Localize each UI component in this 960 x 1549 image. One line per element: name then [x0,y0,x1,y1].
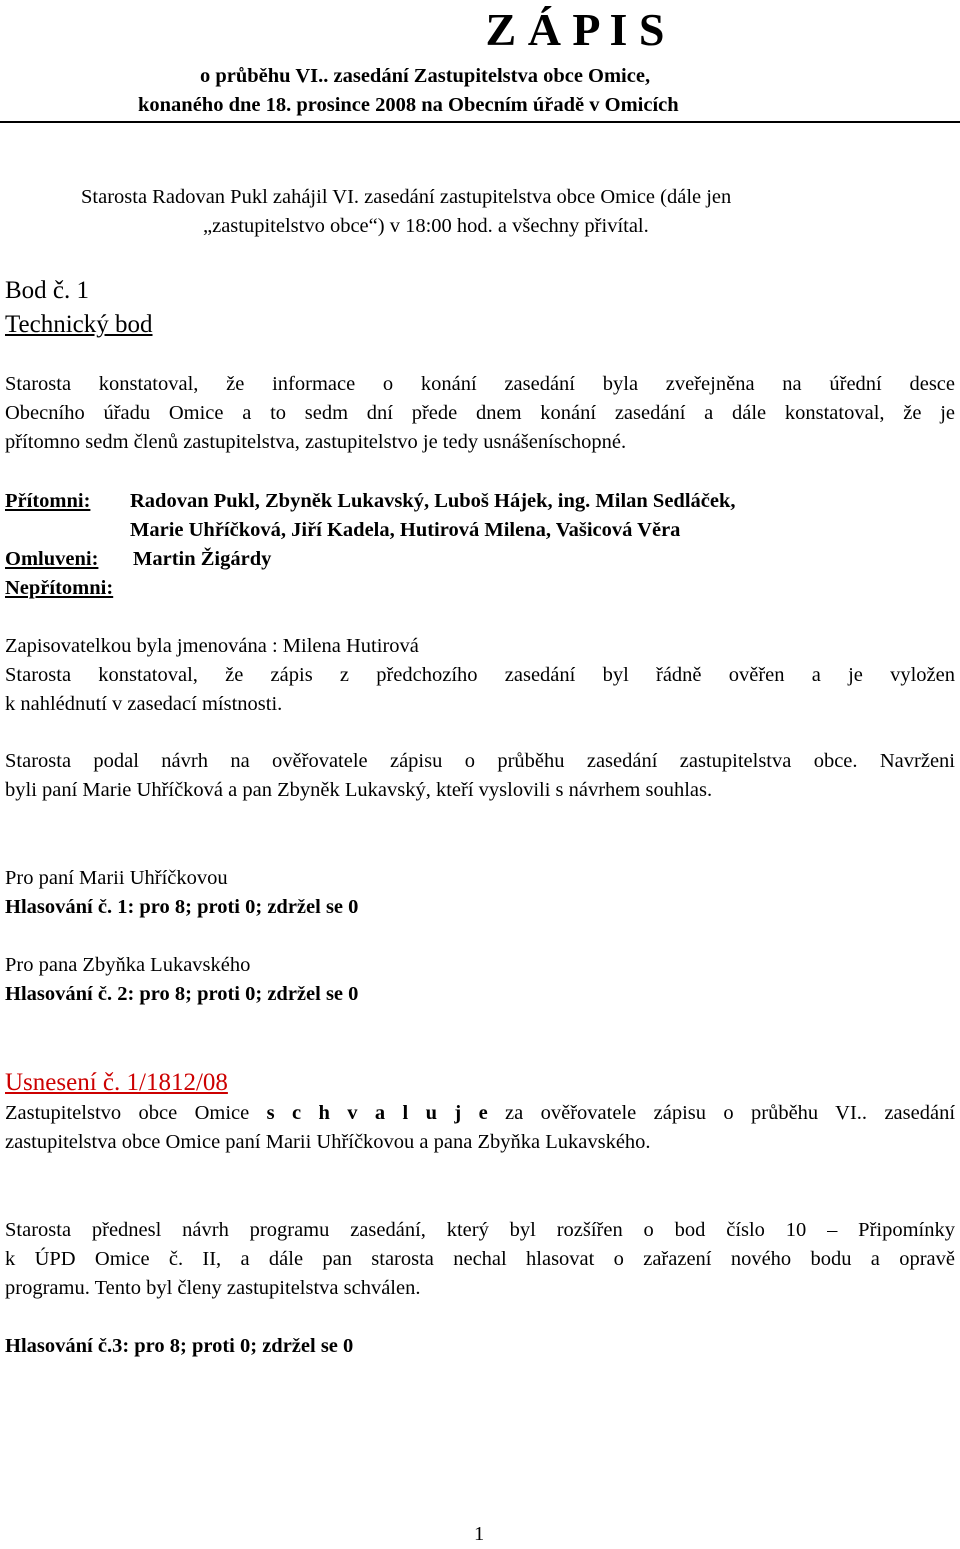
document-subtitle-line2: konaného dne 18. prosince 2008 na Obecním úřadě v Omicích [138,94,679,116]
excused-names: Martin Žigárdy [133,548,272,570]
recorder-paragraph [5,632,955,719]
vote1-subject: Pro paní Marii Uhříčkovou [5,867,228,889]
program-line3: programu. Tento byl členy zastupitelstva schválen. [5,1277,421,1299]
recorder-line2: Starosta konstatoval, že zápis z předchozího zasedání byl řádně ověřen a je vyložen [5,664,955,686]
quorum-line1: Starosta konstatoval, že informace o konání zasedání byla zveřejněna na úřední desce [5,373,955,395]
resolution-line2: zastupitelstva obce Omice paní Marii Uhříčkovou a pana Zbyňka Lukavského. [5,1131,651,1153]
resolution-line1-suffix: za ověřovatele zápisu o průběhu VI.. zasedání [487,1102,956,1124]
program-paragraph [5,1216,955,1303]
resolution-line1 [5,1099,955,1128]
section-number: Bod č. 1 [5,277,90,304]
present-label: Přítomni: [5,490,91,512]
resolution-text [5,1099,955,1157]
intro-line2: „zastupitelstvo obce“) v 18:00 hod. a všechny přivítal. [203,215,649,237]
absent-label: Nepřítomni: [5,577,114,599]
vote2-result: Hlasování č. 2: pro 8; proti 0; zdržel se 0 [5,983,359,1005]
quorum-line2: Obecního úřadu Omice a to sedm dní přede dnem konání zasedání a dále konstatoval, že je [5,402,955,424]
document-subtitle-line1: o průběhu VI.. zasedání Zastupitelstva obce Omice, [200,65,651,87]
excused-label: Omluveni: [5,548,99,570]
intro-line1: Starosta Radovan Pukl zahájil VI. zasedání zastupitelstva obce Omice (dále jen [81,186,732,208]
vote1-result: Hlasování č. 1: pro 8; proti 0; zdržel se 0 [5,896,359,918]
resolution-verb: s c h v a l u j e [266,1102,488,1124]
vote2-subject: Pro pana Zbyňka Lukavského [5,954,251,976]
page-number: 1 [474,1523,485,1545]
document-title: Z Á P I S [485,4,665,55]
present-names-line1: Radovan Pukl, Zbyněk Lukavský, Luboš Hájek, ing. Milan Sedláček, [130,490,736,512]
present-names-line2: Marie Uhříčková, Jiří Kadela, Hutirová Milena, Vašicová Věra [130,519,681,541]
program-line2: k ÚPD Omice č. II, a dále pan starosta nechal hlasovat o zařazení nového bodu a opravě [5,1248,955,1270]
verifiers-line2: byli paní Marie Uhříčková a pan Zbyněk Lukavský, kteří vyslovili s návrhem souhlas. [5,779,713,801]
verifiers-line1: Starosta podal návrh na ověřovatele zápisu o průběhu zasedání zastupitelstva obce. Navrženi [5,750,955,772]
resolution-label: Usnesení č. 1/1812/08 [5,1069,228,1096]
vote3-result: Hlasování č.3: pro 8; proti 0; zdržel se 0 [5,1335,354,1357]
verifiers-paragraph [5,747,955,805]
resolution-line1-prefix: Zastupitelstvo obce Omice [5,1102,267,1124]
quorum-line3: přítomno sedm členů zastupitelstva, zastupitelstvo je tedy usnášeníschopné. [5,431,627,453]
recorder-line3: k nahlédnutí v zasedací místnosti. [5,693,283,715]
program-line1: Starosta přednesl návrh programu zasedání, který byl rozšířen o bod číslo 10 – Připomínky [5,1219,955,1241]
section-title: Technický bod [5,311,153,338]
header-divider [0,121,960,123]
recorder-line1: Zapisovatelkou byla jmenována : Milena Hutirová [5,635,419,657]
quorum-paragraph [5,370,955,457]
